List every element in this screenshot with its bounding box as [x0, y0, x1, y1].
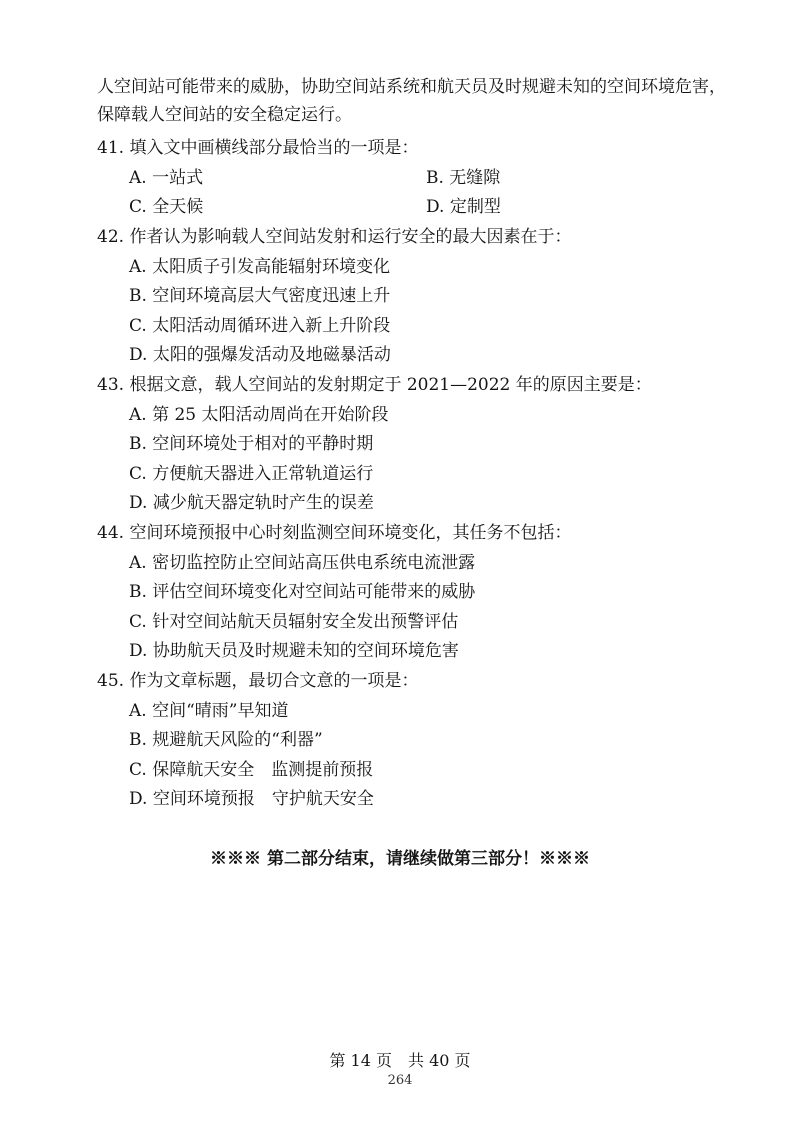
question-44-option-b: B. 评估空间环境变化对空间站可能带来的威胁 — [129, 582, 476, 602]
question-45-option-d: D. 空间环境预报 守护航天安全 — [129, 789, 374, 809]
question-41-option-d: D. 定制型 — [426, 197, 501, 217]
question-44-option-c: C. 针对空间站航天员辐射安全发出预警评估 — [129, 612, 459, 632]
question-43-stem: 43. 根据文意，载人空间站的发射期定于 2021—2022 年的原因主要是： — [97, 375, 652, 395]
question-43-option-a: A. 第 25 太阳活动周尚在开始阶段 — [129, 405, 389, 425]
page-number: 第 14 页 共 40 页 — [329, 1051, 471, 1070]
question-43-option-b: B. 空间环境处于相对的平静时期 — [129, 434, 374, 454]
question-45-option-c: C. 保障航天安全 监测提前预报 — [129, 760, 374, 780]
question-44-option-a: A. 密切监控防止空间站高压供电系统电流泄露 — [129, 553, 476, 573]
question-44-stem: 44. 空间环境预报中心时刻监测空间环境变化，其任务不包括： — [97, 523, 572, 543]
question-43-option-d: D. 减少航天器定轨时产生的误差 — [129, 493, 374, 513]
question-42-option-c: C. 太阳活动周循环进入新上升阶段 — [129, 316, 391, 336]
question-42-option-b: B. 空间环境高层大气密度迅速上升 — [129, 286, 391, 306]
intro-line-1: 人空间站可能带来的威胁，协助空间站系统和航天员及时规避未知的空间环境危害， — [97, 77, 726, 97]
intro-line-2: 保障载人空间站的安全稳定运行。 — [97, 105, 352, 125]
question-45-stem: 45. 作为文章标题，最切合文意的一项是： — [97, 671, 419, 691]
question-41-option-a: A. 一站式 — [129, 168, 204, 188]
question-43-option-c: C. 方便航天器进入正常轨道运行 — [129, 464, 374, 484]
question-45-option-b: B. 规避航天风险的“利器” — [129, 730, 323, 750]
question-44-option-d: D. 协助航天员及时规避未知的空间环境危害 — [129, 641, 459, 661]
scan-page-number: 264 — [387, 1073, 413, 1088]
section-end-note: ※※※ 第二部分结束，请继续做第三部分！※※※ — [210, 849, 590, 869]
question-41-option-b: B. 无缝隙 — [426, 168, 501, 188]
question-41-stem: 41. 填入文中画横线部分最恰当的一项是： — [97, 138, 419, 158]
question-41-option-c: C. 全天候 — [129, 197, 204, 217]
question-45-option-a: A. 空间“晴雨”早知道 — [129, 701, 289, 721]
question-42-option-a: A. 太阳质子引发高能辐射环境变化 — [129, 257, 391, 277]
question-42-stem: 42. 作者认为影响载人空间站发射和运行安全的最大因素在于： — [97, 227, 572, 247]
question-42-option-d: D. 太阳的强爆发活动及地磁暴活动 — [129, 345, 391, 365]
